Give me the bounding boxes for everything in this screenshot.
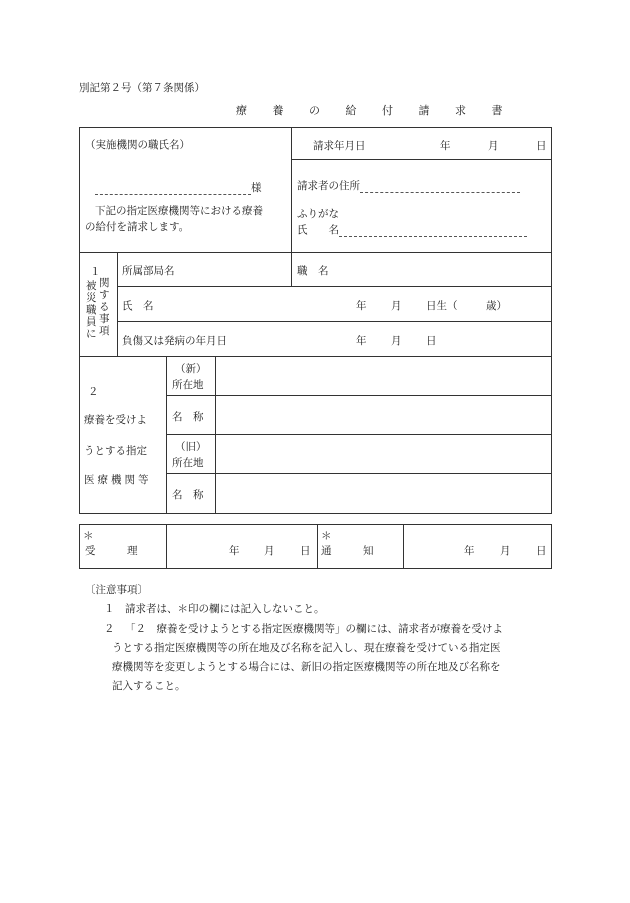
- note2-line4: 記入すること。: [112, 680, 186, 692]
- old-name-label: 名 称: [172, 489, 204, 501]
- furigana-label: ふりがな: [297, 208, 339, 220]
- notice-month: 月: [500, 545, 511, 557]
- new-name-label: 名 称: [172, 411, 204, 423]
- receipt-label: 受 理: [85, 545, 138, 557]
- section2-number: ２: [88, 386, 99, 398]
- institution-label: （実施機関の職氏名）: [85, 139, 190, 151]
- notice-year: 年: [464, 545, 475, 557]
- section2-line3: 医療機関等: [84, 474, 152, 486]
- institution-name-field[interactable]: [95, 180, 262, 195]
- note2-line2: うとする指定医療機関等の所在地及び名称を記入し、現在療養を受けている指定医: [112, 642, 501, 654]
- note2-line1: 「２ 療養を受けようとする指定医療機関等」の欄には、請求者が療養を受けよ: [125, 623, 503, 635]
- note2-number: ２: [104, 623, 115, 635]
- note1-text: 請求者は、＊印の欄には記入しないこと。: [125, 603, 325, 615]
- form-number: 別記第２号（第７条関係）: [79, 82, 205, 94]
- request-date-label: 請求年月日: [313, 140, 366, 152]
- injury-date-label: 負傷又は発病の年月日: [122, 335, 227, 347]
- section2-line2: うとする指定: [84, 445, 147, 457]
- address-field[interactable]: [297, 178, 520, 193]
- job-label: 職 名: [297, 265, 329, 277]
- new-mark: （新）: [175, 363, 207, 375]
- address-label: 請求者の住所: [297, 180, 360, 192]
- request-date-year: 年: [440, 140, 451, 152]
- notice-day: 日: [536, 545, 547, 557]
- request-text-line1: 下記の指定医療機関等における療養: [95, 205, 263, 217]
- honorific: 様: [251, 182, 262, 194]
- birth-year: 年: [356, 300, 367, 312]
- dept-label: 所属部局名: [122, 265, 175, 277]
- requester-name-label: 氏 名: [297, 224, 339, 236]
- asterisk-notice: ＊: [321, 530, 332, 542]
- request-text-line2: の給付を請求します。: [85, 221, 190, 233]
- section1-vertical-label-a: 被 災 職 員 に: [86, 280, 97, 340]
- requester-name-field[interactable]: [297, 222, 527, 237]
- old-mark: （旧）: [175, 441, 207, 453]
- request-date-day: 日: [536, 140, 547, 152]
- receipt-month: 月: [264, 545, 275, 557]
- old-address-label: 所在地: [172, 457, 204, 469]
- note1-number: １: [104, 603, 115, 615]
- form-title: 療 養 の 給 付 請 求 書: [236, 104, 514, 117]
- injury-month: 月: [391, 335, 402, 347]
- age-label: 歳）: [486, 300, 507, 312]
- office-use-table: [79, 524, 552, 569]
- injury-day: 日: [426, 335, 437, 347]
- section2-line1: 療養を受けよ: [84, 414, 147, 426]
- injury-year: 年: [356, 335, 367, 347]
- birth-month: 月: [391, 300, 402, 312]
- note2-line3: 療機関等を変更しようとする場合には、新旧の指定医療機関等の所在地及び名称を: [112, 661, 501, 673]
- new-address-label: 所在地: [172, 379, 204, 391]
- notes-heading: 〔注意事項〕: [85, 584, 148, 596]
- request-date-month: 月: [488, 140, 499, 152]
- section1-vertical-label-b: 関 す る 事 項: [99, 277, 110, 337]
- notice-label: 通 知: [321, 545, 374, 557]
- employee-name-label: 氏 名: [122, 300, 154, 312]
- asterisk-receipt: ＊: [83, 530, 94, 542]
- birth-day: 日生（: [426, 300, 458, 312]
- section1-number: １: [90, 266, 101, 278]
- receipt-year: 年: [229, 545, 240, 557]
- receipt-day: 日: [300, 545, 311, 557]
